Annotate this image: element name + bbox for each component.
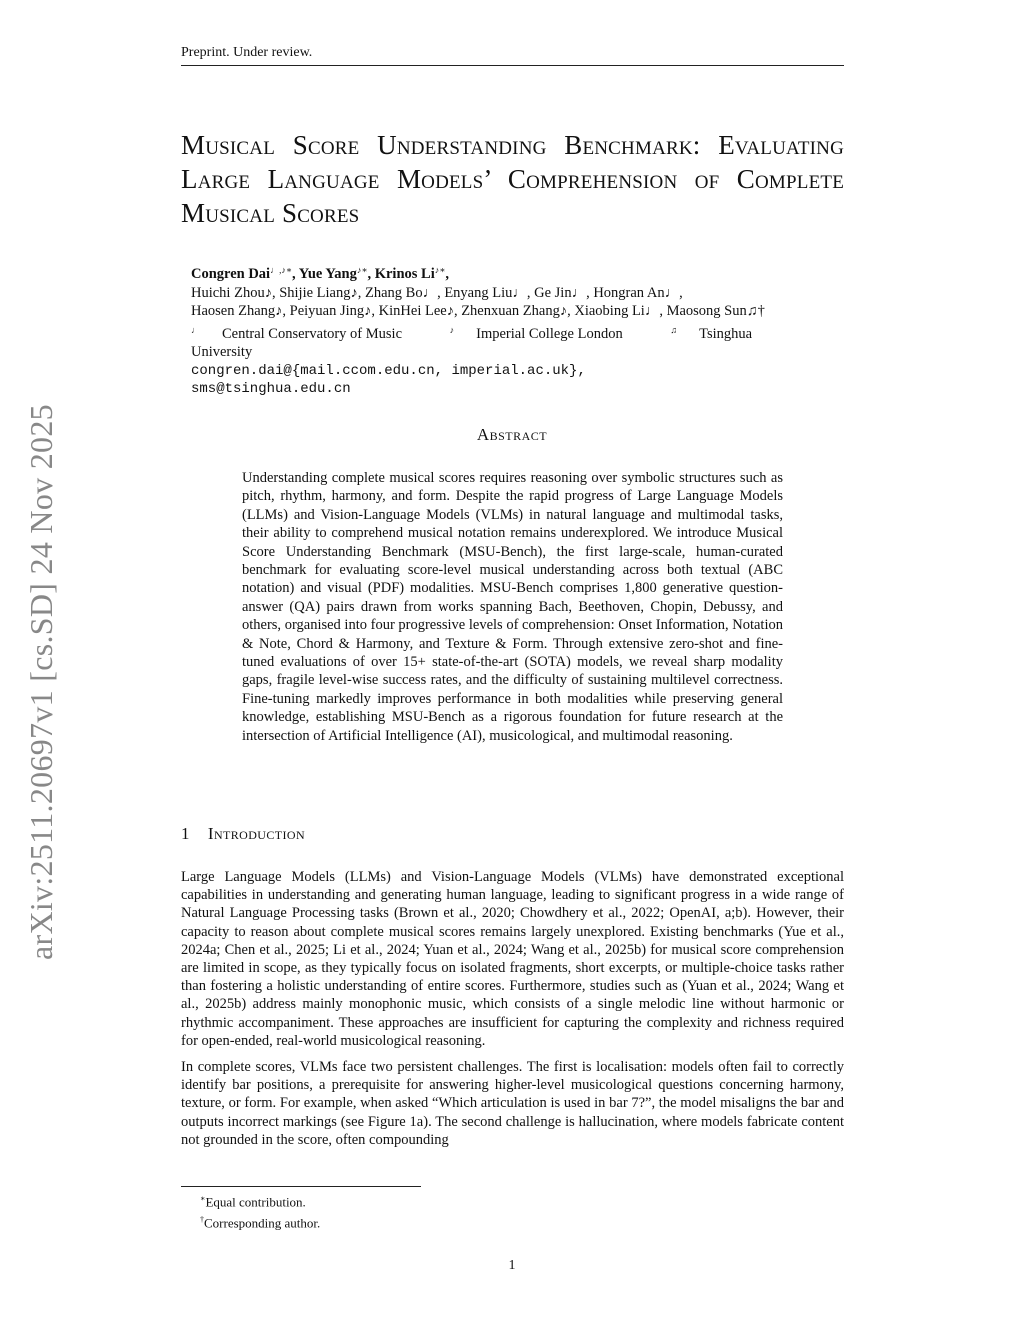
author-name: Krinos Li (374, 266, 435, 282)
footnote: ∗Equal contribution. (200, 1194, 306, 1210)
author-marks: ♪∗ (434, 265, 446, 275)
paragraph: In complete scores, VLMs face two persistent challenges. The first is localisation: models often fail to correctly identify bar positions, a prerequisite for answering higher-level musicological questions concerning harmony, texture, or form. For example, when asked “Which articulation is used in bar 7?”, the model misaligns the bar and outputs incorrect markings (see Figure 1a). The second challenge is hallucination, where models fabricate content not grounded in the score, often compounding (181, 1059, 844, 1148)
footnotes (200, 1190, 320, 1233)
section-title: Introduction (207, 824, 306, 843)
author-email: congren.dai@{mail.ccom.edu.cn, imperial.ac.uk}, (191, 362, 586, 379)
page-number: 1 (508, 1258, 516, 1273)
affiliations (191, 321, 851, 362)
author-block (191, 261, 851, 399)
affiliation-mark: ♫ (670, 324, 678, 335)
footnote-rule (181, 1186, 421, 1187)
author-marks: ♪∗ (356, 265, 368, 275)
paragraph: Large Language Models (LLMs) and Vision-Language Models (VLMs) have demonstrated exceptional capabilities in understanding and generating human language, leading to significant progress in a wide range of Natural Language Processing tasks (Brown et al., 2020; Chowdhery et al., 2022; OpenAI, a;b). However, their capacity to reason about complete musical scores remains largely unexplored. Existing benchmarks (Yue et al., 2024a; Chen et al., 2025; Li et al., 2024; Yuan et al., 2024; Wang et al., 2025b) for musical score comprehension are limited in scope, as they typically focus on isolated fragments, short excerpts, or multiple-choice tasks rather than fostering a holistic understanding of entire scores. Furthermore, studies such as (Yuan et al., 2024; Wang et al., 2025b) address mainly monophonic music, which consists of a single melodic line without harmonic or rhythmic accompaniment. These approaches are insufficient for capturing the complexity and richness required for open-ended, real-world musicological reasoning. (181, 869, 844, 1049)
paper-title: Musical Score Understanding Benchmark: Evaluating Large Language Models’ Comprehension of Complete Musical Scores (181, 130, 844, 228)
author-line-1: Congren Dai♩,♪∗, Yue Yang♪∗, Krinos Li♪∗, (191, 265, 449, 282)
section-heading (181, 824, 305, 844)
author-line-2: Huichi Zhou♪, Shijie Liang♪, Zhang Bo♩, Enyang Liu♩, Ge Jin♩, Hongran An♩, (191, 284, 683, 301)
abstract-heading: Abstract (476, 425, 548, 444)
affiliation-name: Central Conservatory of Music (222, 325, 403, 342)
footnote: †Corresponding author. (200, 1215, 321, 1231)
running-header: Preprint. Under review. (181, 45, 313, 60)
author-marks: ♩,♪∗ (270, 265, 292, 275)
section-number: 1 (181, 824, 190, 843)
abstract-body: Understanding complete musical scores requires reasoning over symbolic structures such as pitch, rhythm, harmony, and form. Despite the rapid progress of Large Language Models (LLMs) and Vision-Language Models (VLMs) in natural language and multimodal tasks, their ability to comprehend musical notation remains underexplored. We introduce Musical Score Understanding Benchmark (MSU-Bench), the first large-scale, human-curated benchmark for evaluating score-level musical understanding across both textual (ABC notation) and visual (PDF) modalities. MSU-Bench comprises 1,800 generative question-answer (QA) pairs drawn from works spanning Bach, Beethoven, Chopin, Debussy, and others, organised into four progressive levels of comprehension: Onset Information, Notation & Note, Chord & Harmony, and Texture & Form. Through extensive zero-shot and fine-tuned evaluations of over 15+ state-of-the-art (SOTA) models, we reveal sharp modality gaps, fragile level-wise success rates, and the difficulty of sustaining multilevel correctness. Fine-tuning markedly improves performance in both modalities while preserving general knowledge, establishing MSU-Bench as a rigorous foundation for future research at the intersection of Artificial Intelligence (AI), musicological, and multimodal reasoning. (242, 470, 783, 744)
introduction-body (181, 868, 844, 1157)
author-name: Yue Yang (298, 266, 357, 282)
header-rule (181, 65, 844, 66)
affiliation-mark: ♪ (449, 324, 455, 335)
author-name: Congren Dai (191, 266, 271, 282)
affiliation-name: Imperial College London (476, 325, 623, 342)
author-line-3: Haosen Zhang♪, Peiyuan Jing♪, KinHei Lee♪, Zhenxuan Zhang♪, Xiaobing Li♩, Maosong Sun♫† (191, 303, 765, 319)
arxiv-stamp: arXiv:2511.20697v1 [cs.SD] 24 Nov 2025 (23, 404, 59, 960)
affiliation-mark: ♩ (191, 324, 200, 335)
author-email: sms@tsinghua.edu.cn (191, 381, 351, 397)
affiliation-name: Tsinghua University (191, 325, 753, 360)
